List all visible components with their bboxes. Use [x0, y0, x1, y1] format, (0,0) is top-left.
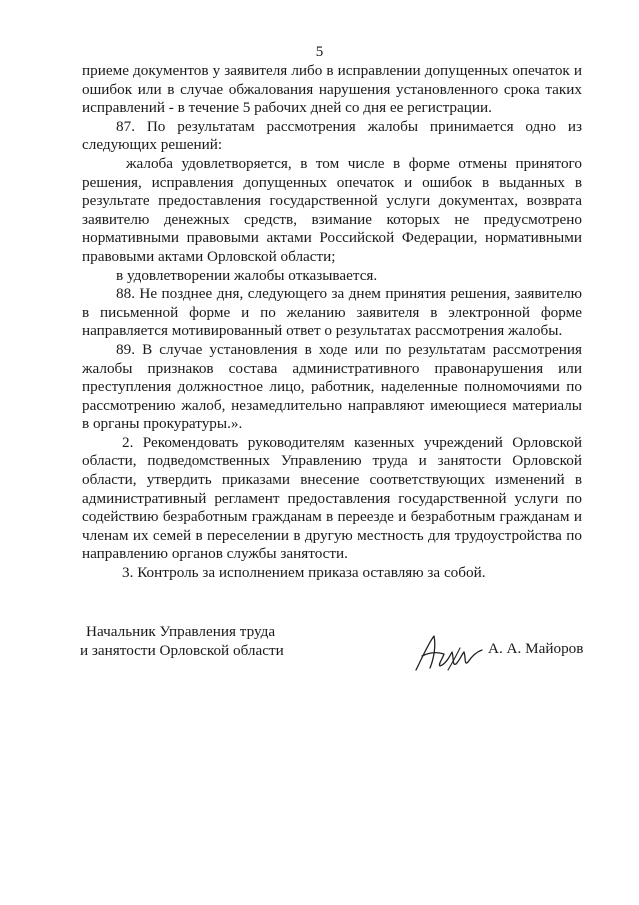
paragraph-order-3: 3. Контроль за исполнением приказа оставляю за собой. — [122, 564, 486, 582]
handwritten-signature — [412, 630, 484, 676]
signatory-position-line-2: и занятости Орловской области — [80, 642, 284, 659]
paragraph-88: 88. Не позднее дня, следующего за днем принятия решения, заявителю в письменной форме и по желанию заявителя в электронной форме направляется мотивированный ответ о результатах рассмотрения жалобы. — [82, 285, 582, 340]
signatory-position — [80, 622, 284, 660]
signatory-position-line-1: Начальник Управления труда — [86, 623, 276, 640]
page-number: 5 — [315, 44, 324, 60]
document-body — [82, 62, 582, 583]
signatory-name: А. А. Майоров — [488, 640, 584, 657]
paragraph-order-2: 2. Рекомендовать руководителям казенных учреждений Орловской области, подведомственных Управлению труда и занятости Орловской области, утвердить приказами внесение соответствующих изменений в административный регламент предоставления государственной услуги по содействию безработным гражданам в переезде и безработным гражданам и членам их семей в переселении в другую местность для трудоустройства по направлению органов службы занятости. — [82, 433, 582, 563]
paragraph-87: 87. По результатам рассмотрения жалобы принимается одно из следующих решений: — [82, 117, 582, 154]
paragraph-decision-refused: в удовлетворении жалобы отказывается. — [116, 266, 378, 284]
paragraph-decision-satisfied: жалоба удовлетворяется, в том числе в форме отмены принятого решения, исправления допущенных опечаток и ошибок в выданных в результате предоставления государственной услуги документах, возврата заявителю денежных средств, взимание которых не предусмотрено нормативными правовыми актами Российской Федерации, нормативными правовыми актами Орловской области; — [82, 154, 582, 265]
paragraph-continuation: приеме документов у заявителя либо в исправлении допущенных опечаток и ошибок или в случае обжалования нарушения установленного срока таких исправлений - в течение 5 рабочих дней со дня ее регистрации. — [82, 62, 582, 117]
paragraph-89: 89. В случае установления в ходе или по результатам рассмотрения жалобы признаков состава административного правонарушения или преступления должностное лицо, работник, наделенные полномочиями по рассмотрению жалоб, незамедлительно направляют имеющиеся материалы в органы прокуратуры.». — [82, 340, 582, 433]
